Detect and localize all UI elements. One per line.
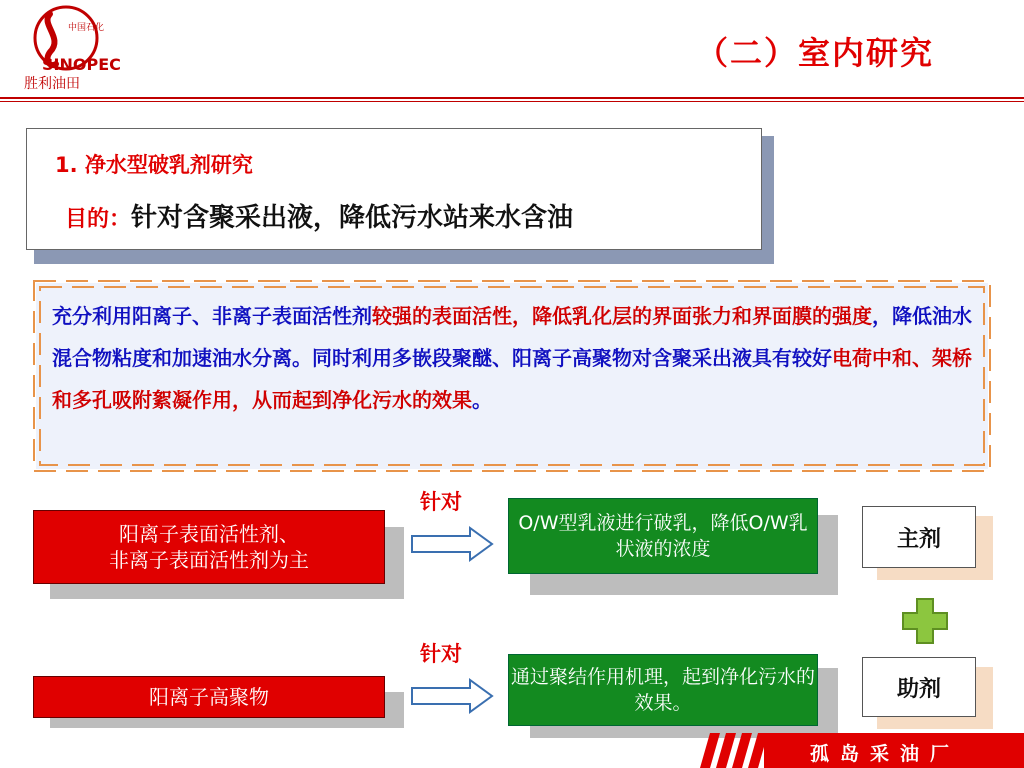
purpose-label: 目的：: [65, 207, 132, 232]
section-heading: 1. 净水型破乳剂研究: [55, 153, 253, 177]
row2-left-box: 阳离子高聚物: [33, 676, 385, 718]
sinopec-logo: [20, 4, 121, 92]
slide-title: （二）室内研究: [695, 34, 934, 72]
description-segment-1: 较强的表面活性，降低乳化层的界面张力和界面膜的强度: [372, 304, 872, 328]
heading-box: [26, 128, 762, 250]
auxiliary-agent-box: 助剂: [862, 657, 976, 717]
row1-target-label: 针对: [420, 490, 462, 514]
main-agent-box: 主剂: [862, 506, 976, 568]
description-box: [36, 283, 988, 469]
row2-target-label: 针对: [420, 642, 462, 666]
purpose-text: 针对含聚采出液，降低污水站来水含油: [131, 203, 574, 233]
description-text: [52, 295, 972, 421]
header-divider-thin: [0, 101, 1024, 102]
logo-text-en: SINOPEC: [42, 55, 121, 74]
footer-label: 孤岛采油厂: [810, 743, 961, 765]
description-segment-0: 充分利用阳离子、非离子表面活性剂: [52, 304, 372, 328]
footer-stripes: [690, 733, 770, 768]
row2-arrow-icon: [410, 678, 496, 714]
description-segment-3: 电荷中和、架桥和多孔吸附絮凝作用，从而起到净化污水的效果: [52, 346, 972, 412]
description-segment-4: 。: [472, 388, 492, 412]
logo-text-field: 胜利油田: [24, 76, 80, 92]
row1-left-box: 阳离子表面活性剂、 非离子表面活性剂为主: [33, 510, 385, 584]
purpose-line: [65, 197, 573, 234]
logo-text-cn: 中国石化: [68, 23, 105, 33]
plus-icon: [901, 597, 949, 645]
header-divider: [0, 97, 1024, 99]
row2-middle-box: 通过聚结作用机理，起到净化污水的效果。: [508, 654, 818, 726]
description-segment-2: ，降低油水混合物粘度和加速油水分离。同时利用多嵌段聚醚、阳离子高聚物对含聚采出液具有较好: [52, 304, 972, 370]
row1-middle-box: O/W型乳液进行破乳，降低O/W乳状液的浓度: [508, 498, 818, 574]
row1-arrow-icon: [410, 526, 496, 562]
